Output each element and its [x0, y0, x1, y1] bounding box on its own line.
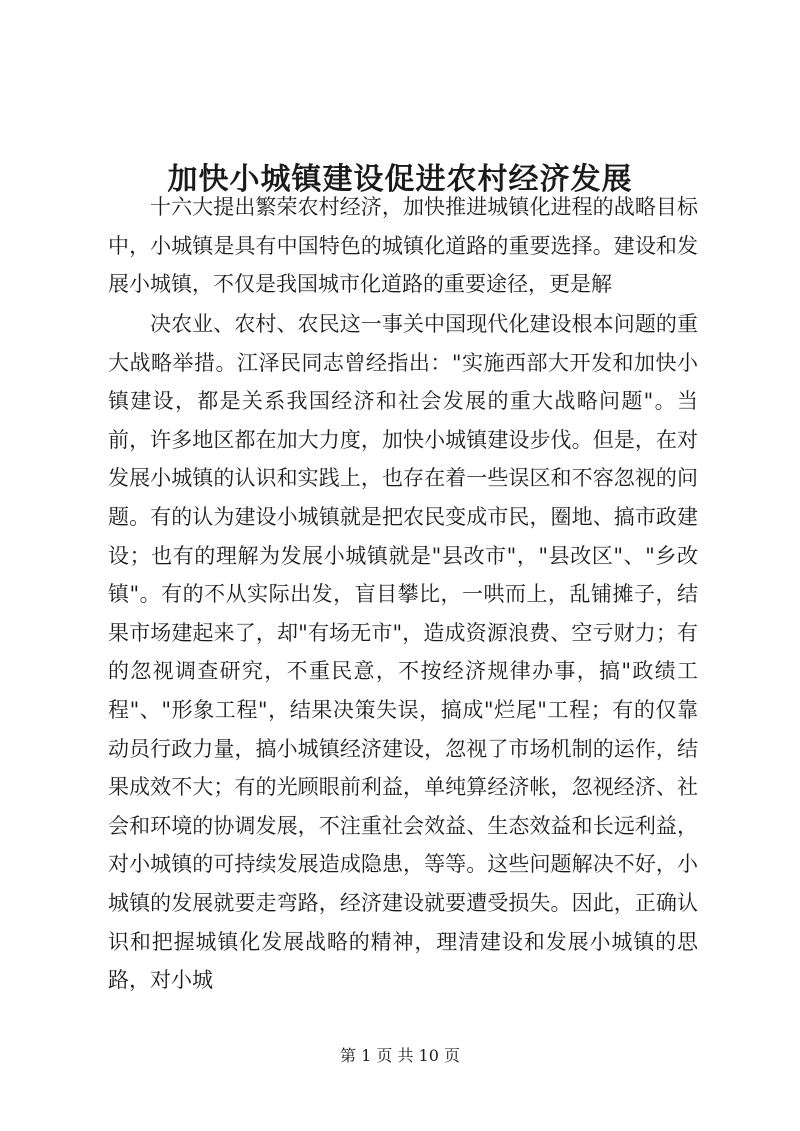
paragraph-text: 决农业、农村、农民这一事关中国现代化建设根本问题的重大战略举措。江泽民同志曾经指出："实施西部大开发和加快小镇建设，都是关系我国经济和社会发展的重大战略问题"。当前，许多地区都在加大力度，加快小城镇建设步伐。但是，在对发展小城镇的认识和实践上，也存在着一些误区和不容忽视的问题。有的认为建设小城镇就是把农民变成市民，圈地、搞市政建设；也有的理解为发展小城镇就是"县改市"，"县改区"、"乡改镇"。有的不从实际出发，盲目攀比，一哄而上，乱铺摊子，结果市场建起来了，却"有场无市"，造成资源浪费、空亏财力；有的忽视调查研究，不重民意，不按经济规律办事，搞"政绩工程"、"形象工程"，结果决策失误，搞成"烂尾"工程；有的仅靠动员行政力量，搞小城镇经济建设，忽视了市场机制的运作，结果成效不大；有的光顾眼前利益，单纯算经济帐，忽视经济、社会和环境的协调发展，不注重社会效益、生态效益和长远利益，对小城镇的可持续发展造成隐患，等等。这些问题解决不好，小城镇的发展就要走弯路，经济建设就要遭受损失。因此，正确认识和把握城镇化发展战略的精神，理清建设和发展小城镇的思路，对小城 [108, 312, 698, 993]
document-title: 加快小城镇建设促进农村经济发展 [167, 162, 633, 198]
paragraph-text: 十六大提出繁荣农村经济，加快推进城镇化进程的战略目标中，小城镇是具有中国特色的城镇化道路的重要选择。建设和发展小城镇，不仅是我国城市化道路的重要途径，更是解 [108, 195, 698, 297]
page-footer: 第 1 页 共 10 页 [340, 1046, 460, 1065]
body-paragraph-2 [108, 305, 698, 1000]
body-paragraph-1 [108, 188, 698, 304]
